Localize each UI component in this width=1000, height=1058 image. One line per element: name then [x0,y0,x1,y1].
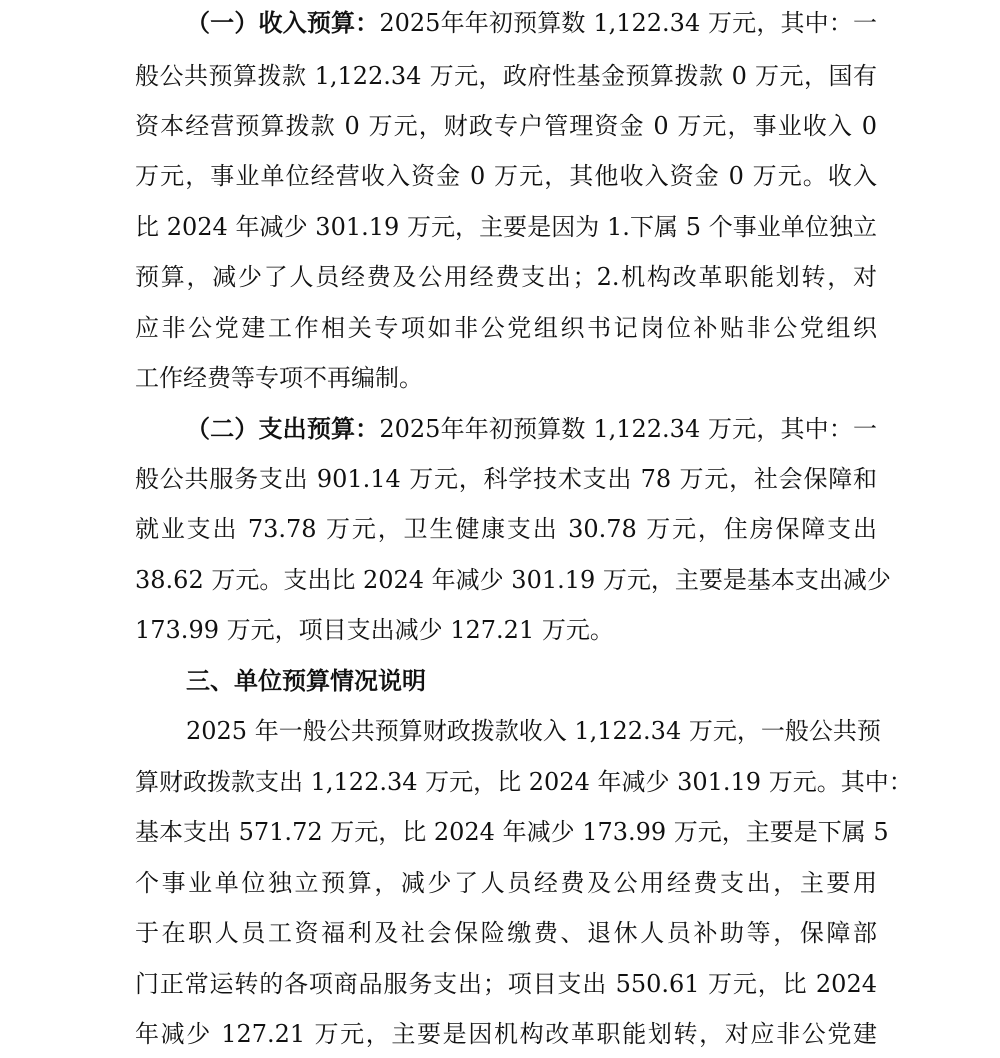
paragraph-expense-line-5: 173.99 万元，项目支出减少 127.21 万元。 [135,616,614,644]
paragraph-income-line-3: 资本经营预算拨款 0 万元，财政专户管理资金 0 万元，事业收入 0 [135,112,877,140]
paragraph-expense-line-2: 般公共服务支出 901.14 万元，科学技术支出 78 万元，社会保障和 [135,465,877,493]
paragraph-income-line-7: 应非公党建工作相关专项如非公党组织书记岗位补贴非公党组织 [135,314,877,342]
paragraph-unit-line-5: 于在职人员工资福利及社会保险缴费、退休人员补助等，保障部 [135,919,877,947]
paragraph-expense-line-3: 就业支出 73.78 万元，卫生健康支出 30.78 万元，住房保障支出 [135,515,877,543]
expense-budget-label: （二）支出预算： [186,415,380,443]
paragraph-unit-line-3: 基本支出 571.72 万元，比 2024 年减少 173.99 万元，主要是下属 5 [135,818,889,846]
paragraph-unit-line-6: 门正常运转的各项商品服务支出；项目支出 550.61 万元，比 2024 [135,970,877,998]
paragraph-income-line-8: 工作经费等专项不再编制。 [135,364,423,392]
paragraph-unit-line-7: 年减少 127.21 万元，主要是因机构改革职能划转，对应非公党建 [135,1020,877,1048]
paragraph-expense-line-1: （二）支出预算：2025年年初预算数 1,122.34 万元，其中：一 [186,415,878,443]
section-heading: 三、单位预算情况说明 [186,667,426,695]
paragraph-expense-line-4: 38.62 万元。支出比 2024 年减少 301.19 万元，主要是基本支出减少 [135,566,891,594]
paragraph-income-line-2: 般公共预算拨款 1,122.34 万元，政府性基金预算拨款 0 万元，国有 [135,62,877,90]
income-budget-label: （一）收入预算： [186,9,380,37]
paragraph-income-line-4: 万元，事业单位经营收入资金 0 万元，其他收入资金 0 万元。收入 [135,162,877,190]
paragraph-unit-line-2: 算财政拨款支出 1,122.34 万元，比 2024 年减少 301.19 万元。其中： [135,768,913,796]
paragraph-income-line-6: 预算，减少了人员经费及公用经费支出；2.机构改革职能划转，对 [135,263,877,291]
paragraph-unit-line-1: 2025 年一般公共预算财政拨款收入 1,122.34 万元，一般公共预 [186,717,881,745]
paragraph-unit-line-4: 个事业单位独立预算，减少了人员经费及公用经费支出，主要用 [135,869,877,897]
paragraph-income-line-5: 比 2024 年减少 301.19 万元，主要是因为 1.下属 5 个事业单位独立 [135,213,877,241]
paragraph-income-line-1: （一）收入预算：2025年年初预算数 1,122.34 万元，其中：一 [186,9,878,37]
